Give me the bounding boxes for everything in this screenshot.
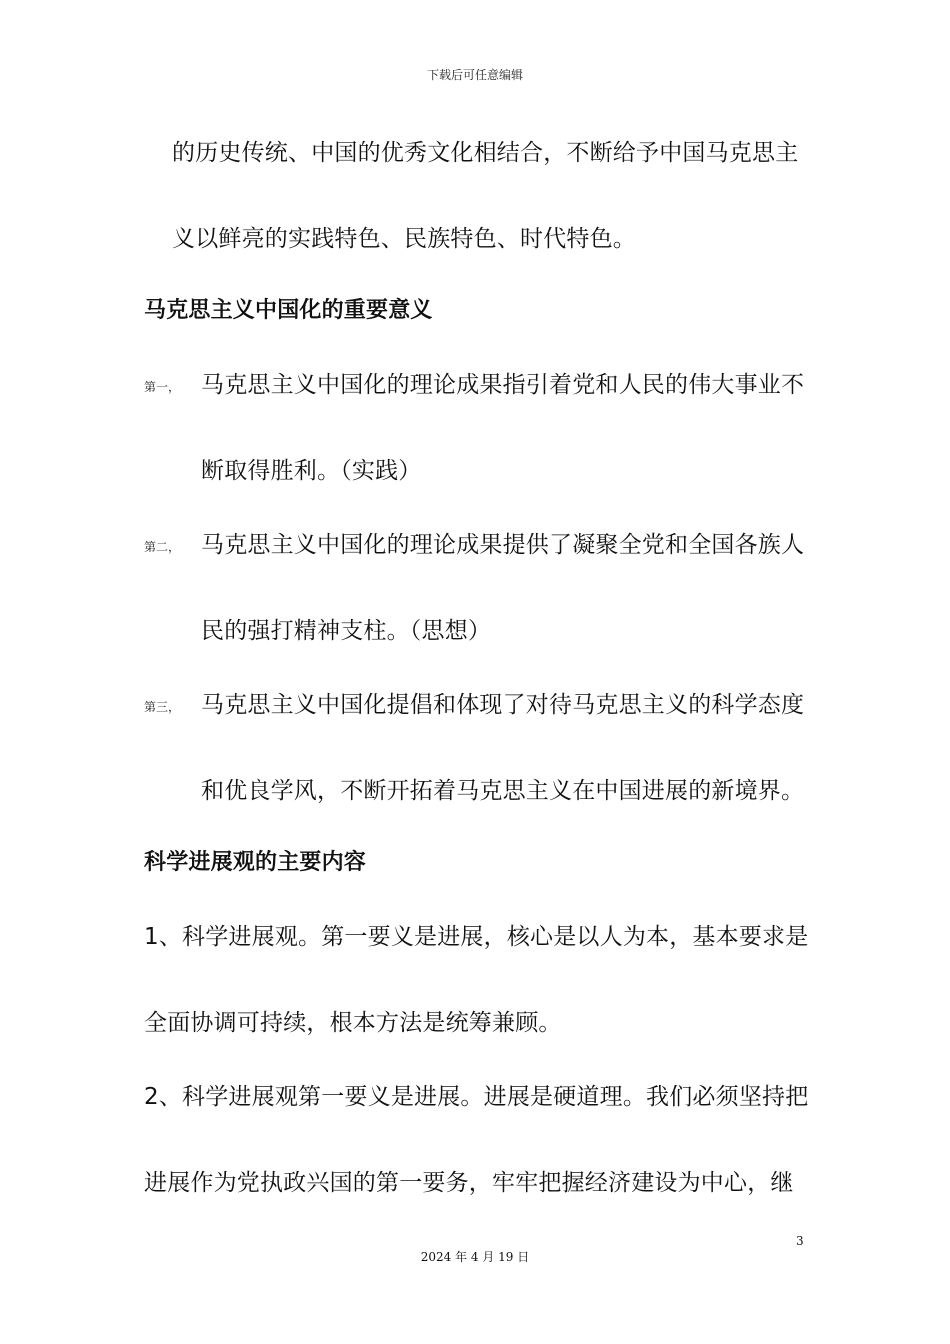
item-marker: 第二， bbox=[144, 540, 181, 554]
item-marker: 第一， bbox=[144, 380, 181, 394]
item-line: 民的强打精神支柱。（思想） bbox=[201, 618, 492, 644]
item-line: 马克思主义中国化的理论成果提供了凝聚全党和全国各族人 bbox=[201, 532, 805, 558]
footer-date: 2024 年 4 月 19 日 bbox=[420, 1250, 530, 1264]
item-marker: 第三， bbox=[144, 700, 181, 714]
paragraph-line: 1、科学进展观。第一要义是进展，核心是以人为本，基本要求是 bbox=[144, 924, 809, 950]
intro-line-1: 的历史传统、中国的优秀文化相结合，不断给予中国马克思主 bbox=[172, 140, 799, 166]
item-line: 马克思主义中国化提倡和体现了对待马克思主义的科学态度 bbox=[201, 692, 805, 718]
paragraph-line: 进展作为党执政兴国的第一要务，牢牢把握经济建设为中心，继 bbox=[144, 1170, 794, 1196]
item-line: 断取得胜利。（实践） bbox=[201, 458, 422, 484]
section-heading-content: 科学进展观的主要内容 bbox=[144, 850, 367, 875]
intro-line-2: 义以鲜亮的实践特色、民族特色、时代特色。 bbox=[172, 226, 636, 252]
header-note: 下载后可任意编辑 bbox=[426, 68, 523, 82]
section-heading-significance: 马克思主义中国化的重要意义 bbox=[144, 298, 433, 323]
item-line: 和优良学风，不断开拓着马克思主义在中国进展的新境界。 bbox=[201, 778, 805, 804]
page-number: 3 bbox=[796, 1234, 804, 1248]
item-line: 马克思主义中国化的理论成果指引着党和人民的伟大事业不 bbox=[201, 372, 805, 398]
paragraph-line: 2、科学进展观第一要义是进展。进展是硬道理。我们必须坚持把 bbox=[144, 1084, 809, 1110]
paragraph-line: 全面协调可持续，根本方法是统筹兼顾。 bbox=[144, 1010, 562, 1036]
